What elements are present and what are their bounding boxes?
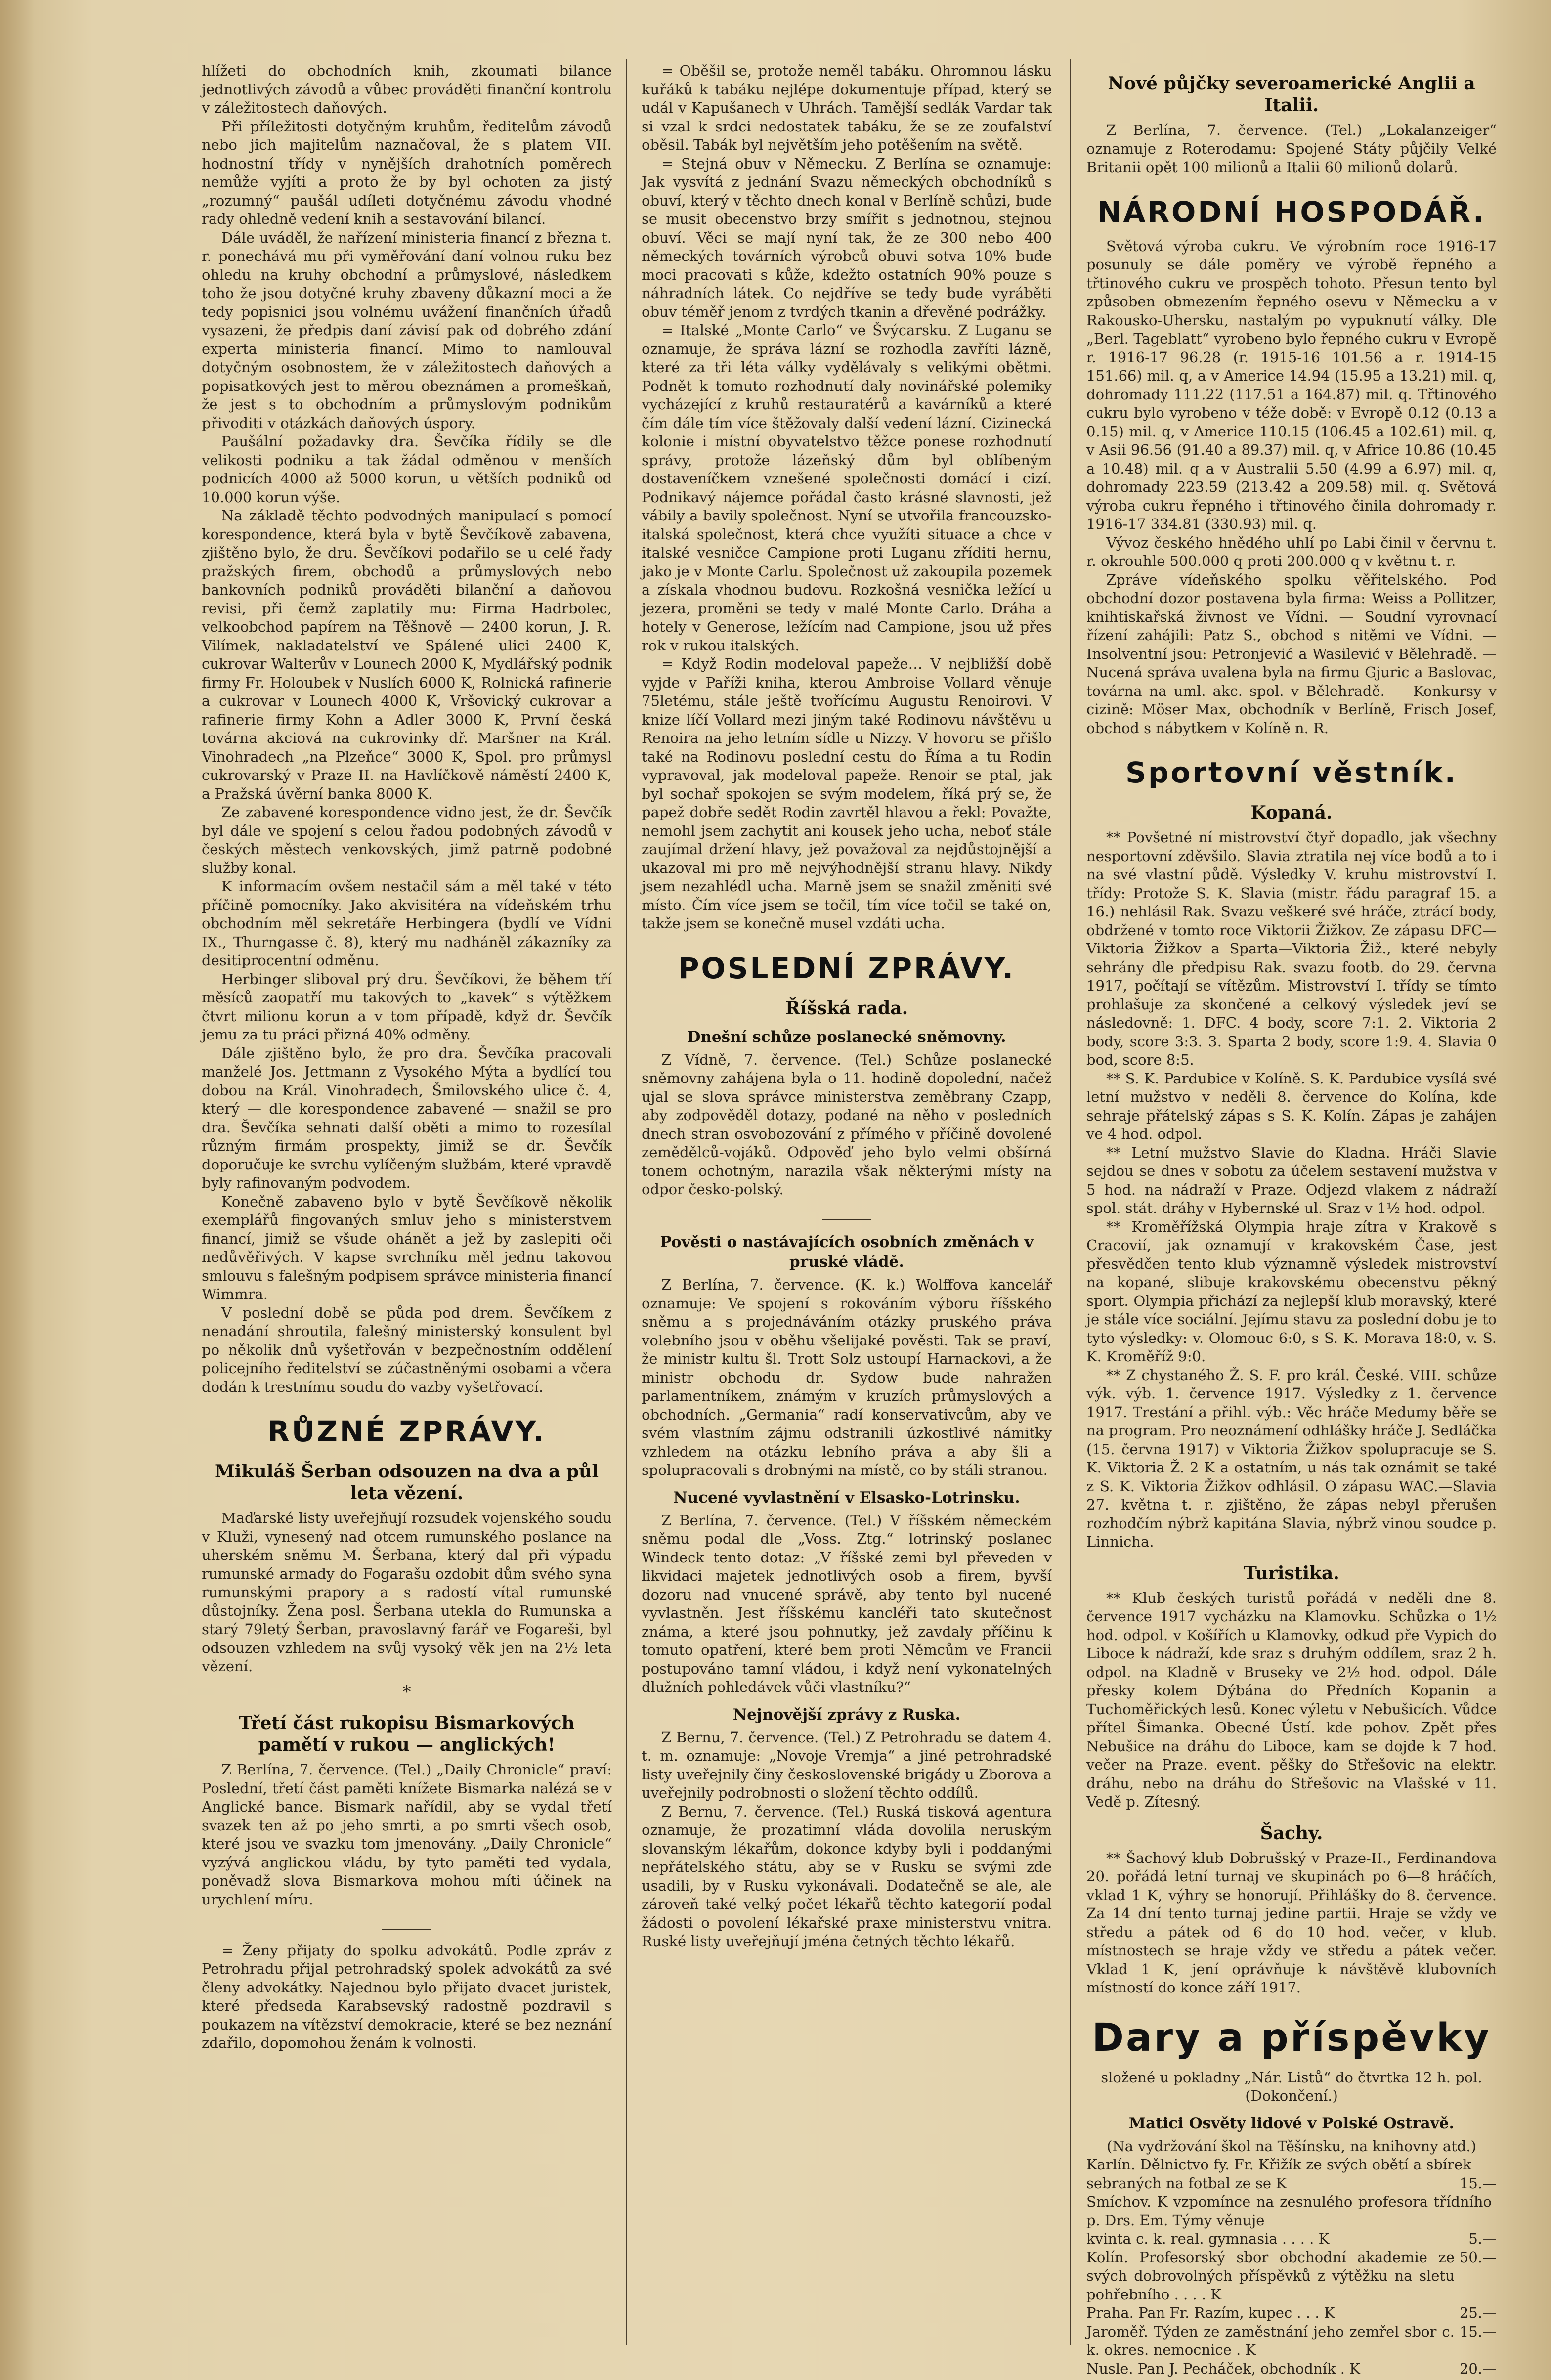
article-paragraph: ** S. K. Pardubice v Kolíně. S. K. Pardubice vysílá své letní mužstvo v neděli 8. července do Kolína, kde sehraje přátelský zápas s S. K. Kolín. Zápas je zahájen ve 4 hod. odpol. xyxy=(1086,1070,1497,1142)
donor-amount: 15.— xyxy=(1459,2174,1497,2192)
donor-row xyxy=(1086,2323,1497,2360)
headline-bismarck: Třetí část rukopisu Bismarkových pamětí v rukou — anglických! xyxy=(239,1713,575,1755)
article-paragraph: Vývoz českého hnědého uhlí po Labi činil v červnu t. r. okrouhle 500.000 q proti 200.000 q v květnu t. r. xyxy=(1086,534,1497,569)
article-paragraph: Při příležitosti dotyčným kruhům, ředitelům závodů nebo jich majitelům naznačoval, že s platem VII. hodnostní třídy v nynějších drahotních poměrech nemůže vyjíti a proto že by byl ochoten za jistý „rozumný“ paušál udíleti dotyčnému závodu vhodné rady ohledně vedení knih a sestavování bilancí. xyxy=(202,118,612,227)
donor-amount: 50.— xyxy=(1459,2249,1497,2266)
article-paragraph: Z Bernu, 7. července. (Tel.) Z Petrohradu se datem 4. t. m. oznamuje: „Novoje Vremja“ a jiné petrohradské listy uveřejnily činy československé brigády u Zborova a uveřejnily podrobnosti o složení těchto oddílů. xyxy=(642,1729,1052,1801)
donor-row xyxy=(1086,2156,1497,2174)
donor-text: sebraných na fotbal ze se K xyxy=(1086,2174,1287,2192)
donor-text: kvinta c. k. real. gymnasia . . . . K xyxy=(1086,2230,1330,2247)
dary-intro: složené u pokladny „Nár. Listů“ do čtvrtka 12 h. pol. (Dokončení.) xyxy=(1101,2069,1482,2104)
donor-amount xyxy=(1492,2193,1497,2230)
headline-matice: Matici Osvěty lidové v Polské Ostravě. xyxy=(1128,2114,1455,2132)
article-paragraph: ** Povšetné ní mistrovství čtyř dopadlo, jak všechny nesportovní zděvšilo. Slavia ztratila nej více bodů a to i na své vlastní půdě. Výsledky V. kruhu mistrovství I. třídy: Protože S. K. Slavia (mistr. řádu paragraf 15. a 16.) nehlásil Rak. Svazu veškeré své hráče, ztrácí body, obdržené v tomto roce Viktorii Žižkov. Ze zápasu DFC—Viktoria Žižkov a Sparta—Viktoria Žiž., které nebyly sehrány dle předpisu Rak. svazu footb. do 29. června 1917, počítají se vítězům. Mistrovství I. třídy se tímto prohlašuje za skončené a celkový výsledek jeví se následovně: 1. DFC. 4 body, score 7:1. 2. Viktoria 2 body, score 3:3. 3. Sparta 2 body, score 1:9. 4. Slavia 0 bod, score 8:5. xyxy=(1086,829,1497,1068)
article-paragraph: ** Letní mužstvo Slavie do Kladna. Hráči Slavie sejdou se dnes v sobotu za účelem sestavení mužstva v 5 hod. na nádraží v Praze. Odjezd vlakem z nádraží spol. stát. dráhy v Hybernské ul. Sraz v 1½ hod. odpol. xyxy=(1086,1144,1497,1216)
page-fold-shadow xyxy=(0,0,35,2380)
article-paragraph: Z Vídně, 7. července. (Tel.) Schůze poslanecké sněmovny zahájena byla o 11. hodině dopolední, načež ujal se slova správce ministerstva zeměbrany Czapp, aby zodpověděl dotazy, podané na něho v posledních dnech stran osvobozování z přímého v příčině dovolené zemědělců-vojáků. Odpověď jeho bylo velmi obšírná tonem ochotným, narazila však některými místy na odpor česko-polský. xyxy=(642,1051,1052,1198)
article-paragraph: = Když Rodin modeloval papeže… V nejbližší době vyjde v Paříži kniha, kterou Ambroise Vollard věnuje 75letému, stále ještě tvořícímu Augustu Renoirovi. V knize líčí Vollard mezi jiným také Rodinovu návštěvu u Renoira na jeho letním sídle u Nizzy. V hovoru se přišlo také na Rodinovu poslední cestu do Říma a tu Rodin vypravoval, jak modeloval papeže. Renoir se ptal, jak byl sochař spokojen se svým modelem, říká prý se, že papež dobře sedět Rodin zavrtěl hlavou a řekl: Považte, nemohl jsem zachytit ani kousek jeho ucha, neboť stále zaujímal držení hlavy, jež považoval za nejdůstojnější a ukazoval mi pro mě nejvýhodnější stranu hlavy. Nikdy jsem nezahlédl ucha. Marně jsem se snažil změniti své místo. Čím více jsem se točil, tím více točil se také on, takže jsem se konečně musel vzdáti ucha. xyxy=(642,655,1052,932)
donor-row xyxy=(1086,2174,1497,2193)
article-paragraph: Z Berlína, 7. července. (Tel.) „Lokalanzeiger“ oznamuje z Roterodamu: Spojené Státy půjčily Velké Britanii opět 100 milionů a Italii 60 milionů dolarů. xyxy=(1086,122,1497,175)
donor-text: Karlín. Dělnictvo fy. Fr. Křižík ze svých obětí a sbírek xyxy=(1086,2156,1471,2173)
separator-rule xyxy=(202,1916,612,1935)
donor-amount: 20.— xyxy=(1459,2360,1497,2377)
article-paragraph: K informacím ovšem nestačil sám a měl také v této příčině pomocníky. Jako akvisitéra na vídeňském trhu obchodním měl sekretáře Herbingera (bydlí ve Vídni IX., Thurngasse č. 8), který mu nadháněl zákazníky za desitiprocentní odměnu. xyxy=(202,878,612,969)
article-paragraph: hlížeti do obchodních knih, zkoumati bilance jednotlivých závodů a vůbec prováděti finanční kontrolu v záležitostech daňových. xyxy=(202,62,612,116)
subsection-turistika: Turistika. xyxy=(1244,1562,1339,1584)
article-paragraph: Ze zabavené korespondence vidno jest, že dr. Ševčík byl dále ve spojení s celou řadou podobných závodů v českých městech venkovských, jimž patrně podobné služby konal. xyxy=(202,804,612,876)
donor-row xyxy=(1086,2360,1497,2379)
headline-snemovna: Dnešní schůze poslanecké sněmovny. xyxy=(687,1028,1006,1046)
headline-pujcky: Nové půjčky severoamerické Anglii a Italii. xyxy=(1108,73,1475,116)
donor-text: Kolín. Profesorský sbor obchodní akademie ze svých dobrovolných příspěvků z výtěžku na sletu pohřebního . . . . K xyxy=(1086,2249,1455,2303)
donor-amount: 15.— xyxy=(1459,2323,1497,2340)
donor-text: Smíchov. K vzpomínce na zesnulého profesora třídního p. Drs. Em. Týmy věnuje xyxy=(1086,2193,1492,2229)
donor-text: Nusle. Pan J. Pecháček, obchodník . K xyxy=(1086,2360,1360,2377)
subsection-riska-rada: Říšská rada. xyxy=(785,997,908,1019)
headline-serban: Mikuláš Šerban odsouzen na dva a půl leta vězení. xyxy=(215,1461,599,1504)
donor-row xyxy=(1086,2193,1497,2230)
article-paragraph: = Italské „Monte Carlo“ ve Švýcarsku. Z Luganu se oznamuje, že správa lázní se rozhodla zavříti lázně, které za tři léta války vydělávaly s velikými obětmi. Podnět k tomuto rozhodnutí daly novinářské polemiky vycházející z kruhů restauratérů a kavárníků a které čím dále tím více štěžovaly další vedení lázní. Cizinecká kolonie i místní obyvatelstvo těžce ponese rozhodnutí správy, protože lázeňský dům byl oblíbeným dostaveníčkem vznešené společnosti domácí i cizí. Podnikavý nájemce pořádal často krásné slavnosti, jež vábily a bavily společnost. Nyní se utvořila francouzsko-italská společnost, která chce využíti situace a chce v italské vesničce Campione proti Luganu zříditi hernu, jako je v Monte Carlu. Společnost už zakoupila pozemek a získala vhodnou budovu. Rozkošná vesnička ležící u jezera, proměni se tedy v malé Monte Carlo. Dráha a hotely v Generose, ležícím nad Campione, jsou už přes rok v rukou italských. xyxy=(642,322,1052,654)
article-paragraph: Herbinger sliboval prý dru. Ševčíkovi, že během tří měsíců zaopatří mu takových to „kavek“ s výtěžkem čtvrt milionu korun a v tom případě, když dr. Ševčík jemu za tu práci přizná 40% odměny. xyxy=(202,970,612,1043)
article-paragraph: = Ženy přijaty do spolku advokátů. Podle zpráv z Petrohradu přijal petrohradský spolek advokátů za své členy advokátky. Najednou bylo přijato dvacet juristek, které předseda Karabsevský radostně pozdravil s poukazem na vítězství demokracie, které se bez neznání zdařilo, dopomohou ženám k volnosti. xyxy=(202,1942,612,2051)
article-paragraph: ** Klub českých turistů pořádá v neděli dne 8. července 1917 vycházku na Klamovku. Schůzka o 1½ hod. odpol. v Košířích u Klamovky, odkud pře Vypich do Liboce k nádraží, kde sraz s druhým oddílem, sraz 2 h. odpol. na Kladně v Bruseky ve 2½ hod. odpol. Dále přesky kolem Dýbána do Předních Kopanin a Tuchoměřických lesů. Konec výletu v Nebušicích. Vůdce přítel Šimanka. Obecné Ústí. kde pohov. Zpět přes Nebušice na dráhu do Liboce, kam se dojde k 7 hod. večer na Praze. event. pěšky do Střešovic na elektr. dráhu, nebo na dráhu do Střešovic na Vlašské v 11. Vedě p. Zítesný. xyxy=(1086,1589,1497,1810)
headline-rusko: Nejnovější zprávy z Ruska. xyxy=(732,1705,961,1724)
article-paragraph: Z Berlína, 7. července. (Tel.) „Daily Chronicle“ praví: Poslední, třetí část paměti knížete Bismarka nalézá se v Anglické bance. Bismark nařídil, aby se vydal třetí svazek ten až po jeho smrti, a po smrti všech osob, které jsou ve svazku tom jmenovány. „Daily Chronicle“ vyzývá anglickou vládu, by tyto paměti ted vydala, poněvadž slova Bismarkova mohou míti účinek na urychlení míru. xyxy=(202,1761,612,1908)
column-rule-left xyxy=(626,59,627,2345)
donor-row xyxy=(1086,2304,1497,2323)
article-paragraph: ** Z chystaného Ž. S. F. pro král. České. VIII. schůze výk. výb. 1. července 1917. Výsledky z 1. července 1917. Trestání a přihl. výb.: Věc hráče Medumy běře se na program. Pro neoznámení odhlášky hráče J. Sedláčka (15. června 1917) v Viktoria Žižkov spolupracuje se S. K. Viktoria Ž. 2 K a ostatním, u nás tak oznámit se také z S. K. Viktoria Žižkov odhlásil. O zápasu WAC.—Slavia 27. května t. r. zjištěno, že zápas nebyl přerušen rozhodčím nýbrž kapitána Slavia, nýbrž vinou soudce p. Linnicha. xyxy=(1086,1366,1497,1550)
article-paragraph: Na základě těchto podvodných manipulací s pomocí korespondence, která byla v bytě Ševčíkově zabavena, zjištěno bylo, že dru. Ševčíkovi podařilo se u celé řady pražských firem, obchodů a průmyslových nebo bankovních podniků prováděti bilanční a daňovou revisi, při čemž zaplatily mu: Firma Hadrbolec, velkoobchod papírem na Těšnově — 2400 korun, J. R. Vilímek, nakladatelství ve Spálené ulici 2400 K, cukrovar Walterův v Lounech 2000 K, Mydlářský podnik firmy Fr. Holoubek v Nuslích 6000 K, Rolnická rafinerie a cukrovar v Lounech 4000 K, Vršovický cukrovar a rafinerie firmy Kohn a Adler 3000 K, První česká továrna akciová na cukrovinky dř. Maršner na Král. Vinohradech „na Plzeňce“ 3000 K, Spol. pro průmysl cukrovarský v Praze II. na Havlíčkově náměstí 2400 K, a Pražská úvěrní banka 8000 K. xyxy=(202,507,612,802)
matice-note: (Na vydržování škol na Těšínsku, na knihovny atd.) xyxy=(1107,2137,1476,2155)
donor-row xyxy=(1086,2249,1497,2304)
article-paragraph: Dále uváděl, že nařízení ministeria financí z března t. r. ponechává mu při vyměřování daní volnou ruku bez ohledu na kruhy obchodní a průmyslové, následkem toho že jsou dotyčné kruhy zbaveny důkazní moci a že tedy popisnici jsou volnému uvážení finančních úřadů vysazeni, že předpis daní závisí pak od dobrého zdání experta ministeria financí. Mimo to namlouval dotyčným osobnostem, že v záležitostech daňových a popisatkových jest to měrou obeznámen a promeškaň, že jest s to obchodním a průmyslovým podnikům přivoditi v otázkách daňových úspory. xyxy=(202,229,612,432)
headline-elsasko: Nucené vyvlastnění v Elsasko-Lotrinsku. xyxy=(673,1488,1020,1507)
column-right xyxy=(1086,62,1497,2377)
article-paragraph: Z Bernu, 7. července. (Tel.) Ruská tisková agentura oznamuje, že prozatimní vláda dovolila neruským slovanským lékařům, dokonce kdyby byli i poddanými nepřátelského státu, aby se v Rusku se svými zde usadili, by v Rusku vykonávali. Dodatečně se ale, ale zároveň také velký počet lékařů těchto kategorií podal žádosti o povolení lékařské praxe ministerstvu vnitra. Ruské listy uveřejňují jména četných těchto lékařů. xyxy=(642,1803,1052,1949)
article-paragraph: = Oběšil se, protože neměl tabáku. Ohromnou lásku kuřáků k tabáku nejlépe dokumentuje případ, který se udál v Kapušanech v Uhrách. Tamější sedlák Vardar tak si vzal k srdci nedostatek tabáku, že se ze zoufalství oběsil. Tabák byl největším jeho potěšením na světě. xyxy=(642,62,1052,153)
headline-povesti: Pověsti o nastávajících osobních změnách v pruské vládě. xyxy=(660,1233,1034,1271)
column-middle xyxy=(642,62,1052,2350)
article-paragraph: Z Berlína, 7. července. (Tel.) V říšském německém sněmu podal dle „Voss. Ztg.“ lotrinský poslanec Windeck tento dotaz: „V říšské zemi byl převeden v likvidaci majetek jednotlivých osob a firem, byvší dozoru nad vnucené správě, aby tento byl nucené vyvlastněn. Jest říšskému kancléři tato skutečnost známa, a které jsou pohnutky, jež zavdaly příčinu k tomuto opatření, které bem proti Němcům ve Francii postupováno tamní vládou, i když není vykonatelných dlužních pohledávek vůči vlastníku?“ xyxy=(642,1512,1052,1695)
section-banner-dary: Dary a příspěvky xyxy=(1092,2015,1491,2060)
donor-row xyxy=(1086,2230,1497,2249)
section-banner-ruzne-zpravy: RŮZNÉ ZPRÁVY. xyxy=(267,1415,546,1448)
article-paragraph: ** Kroměřížská Olympia hraje zítra v Krakově s Cracovií, jak oznamují v krakovském Čase, jest přesvědčen tento klub významně výsledek mistrovství na kopané, slibuje krakovskému obecenstvu pěkný sport. Olympia přichází za nejlepší klub moravský, které je stále více sociální. Jejímu stavu za poslední dobu je to tyto výsledky: v. Olomouc 6:0, s S. K. Morava 18:0, v. S. K. Kroměříž 9:0. xyxy=(1086,1218,1497,1365)
article-paragraph: ** Šachový klub Dobrušský v Praze-II., Ferdinandova 20. pořádá letní turnaj ve skupinách po 6—8 hráčích, vklad 1 K, výhry se honorují. Přihlášky do 8. července. Za 14 dní tento turnaj jedine partii. Hraje se vždy ve středu a pátek od 6 do 10 hod. večer, v klub. místnostech se hraje vždy ve středu a pátek večer. Vklad 1 K, jení oprávňuje k návštěvě klubovních místností do konce září 1917. xyxy=(1086,1849,1497,1996)
column-left xyxy=(202,62,612,2350)
separator-rule xyxy=(642,1206,1052,1225)
donor-text: Praha. Pan Fr. Razím, kupec . . . K xyxy=(1086,2304,1335,2321)
subsection-kopana: Kopaná. xyxy=(1250,802,1333,823)
article-paragraph: Zpráve vídeňského spolku věřitelského. Pod obchodní dozor postavena byla firma: Weiss a Pollitzer, knihtiskařská živnost ve Vídni. — Soudní vyrovnací řízení zahájili: Patz S., obchod s nitěmi ve Vídni. — Insolventní jsou: Petronjević a Wasilević v Bělehradě. — Nucená správa uvalena byla na firmu Gjuric a Baslovac, továrna na uml. akc. spol. v Bělehradě. — Konkursy v cizině: Möser Max, obchodník v Berlíně, Frisch Josef, obchod s nábytkem v Kolíně n. R. xyxy=(1086,571,1497,736)
donor-amount: 5.— xyxy=(1468,2230,1497,2247)
article-paragraph: Světová výroba cukru. Ve výrobním roce 1916-17 posunuly se dále poměry ve výrobě řepného a třtinového cukru ve prospěch tohoto. Přesun tento byl způsoben obmezením řepného osevu v Německu a v Rakousko-Uhersku, nastalým po vypuknutí války. Dle „Berl. Tageblatt“ vyrobeno bylo řepného cukru v Evropě r. 1916-17 96.28 (r. 1915-16 101.56 a r. 1914-15 151.66) mil. q, a v Americe 14.94 (15.95 a 13.21) mil. q, dohromady 111.22 (117.51 a 164.87) mil. q. Třtinového cukru bylo vyrobeno v téže době: v Evropě 0.12 (0.13 a 0.15) mil. q, v Americe 110.15 (106.45 a 102.61) mil. q, v Asii 96.56 (91.40 a 89.37) mil. q, v Africe 10.86 (10.45 a 10.48) mil. q a v Australii 5.50 (4.99 a 6.97) mil. q, dohromady 223.59 (213.42 a 209.58) mil. q. Světová výroba cukru řepného i třtinového činila dohromady r. 1916-17 334.81 (330.93) mil. q. xyxy=(1086,237,1497,532)
donor-amount: 25.— xyxy=(1459,2304,1497,2321)
section-banner-narodni-hospodar: NÁRODNÍ HOSPODÁŘ. xyxy=(1097,195,1486,229)
donor-text: Jaroměř. Týden ze zaměstnání jeho zemřel sbor c. k. okres. nemocnice . K xyxy=(1086,2323,1455,2358)
article-paragraph: Maďarské listy uveřejňují rozsudek vojenského soudu v Kluži, vynesený nad otcem rumunského poslance na uherském sněmu M. Šerbana, který dal při výpadu rumunské armady do Fogarašu ozdobit dům svého syna rumunskými prapory a s radostí vítal rumunské důstojníky. Žena posl. Šerbana utekla do Rumunska a starý 79letý Šerban, pravoslavný farář ve Fogareši, byl odsouzen vzhledem na svůj vysoký věk jen na 2½ leta vězení. xyxy=(202,1510,612,1675)
donor-amount xyxy=(1492,2156,1497,2174)
article-paragraph: Dále zjištěno bylo, že pro dra. Ševčíka pracovali manželé Jos. Jettmann z Vysokého Mýta a bydlící tou dobou na Král. Vinohradech, Šmilovského ulice č. 4, který — dle korespondence zabavené — snažil se pro dra. Ševčíka sehnati další oběti a mimo to rozesílal různým firmám prospekty, jimiž se dr. Ševčík doporučuje ke svrchu vylíčeným službám, které vpravdě byly rafinovaným podvodem. xyxy=(202,1044,612,1191)
separator-star: * xyxy=(402,1682,411,1702)
article-paragraph: V poslední době se půda pod drem. Ševčíkem z nenadání shroutila, falešný ministerský konsulent byl po několik dnů vyšetřován v bezpečnostním oddělení policejního ředitelství se zúčastněnými osobami a včera dodán k trestnímu soudu do vazby vyšetřovací. xyxy=(202,1304,612,1395)
subsection-sachy: Šachy. xyxy=(1260,1822,1323,1844)
section-banner-posledni-zpravy: POSLEDNÍ ZPRÁVY. xyxy=(678,951,1016,985)
section-banner-sportovni-vestnik: Sportovní věstník. xyxy=(1125,756,1458,789)
article-paragraph: Z Berlína, 7. července. (K. k.) Wolffova kancelář oznamuje: Ve spojení s rokováním výboru říšského sněmu a s projednáváním otázky pruského práva volebního jsou v oběhu všeliјaké pověsti. Tak se praví, že ministr kultu šl. Trott Solz ustoupí Harnackovi, a že ministr obchodu dr. Sydow bude nahražen parlamentníkem, známým v kruzích průmyslových a obchodních. „Germania“ radí konservativcům, aby ve svém vlastním zájmu odstranili úzkostlivé námitky vzhledem na otázku lebního práva a aby šli a spolupracovali s drobnými na místě, co by stáli stranou. xyxy=(642,1276,1052,1478)
article-paragraph: Konečně zabaveno bylo v bytě Ševčíkově několik exemplářů fingovaných smluv jeho s ministerstvem financí, jimiž se všude ohánět a jež by zaslepiti oči nedůvěřivých. V kapse svrchníku měl jednu takovou smlouvu s falešným podpisem správce ministeria financí Wimmra. xyxy=(202,1193,612,1302)
column-rule-right xyxy=(1070,59,1071,2345)
article-paragraph: = Stejná obuv v Německu. Z Berlína se oznamuje: Jak vysvítá z jednání Svazu německých obchodníků s obuví, který v těchto dnech konal v Berlíně schůzi, bude se musit obecenstvo brzy smířit s jednotnou, stejnou obuví. Věci se mají nyní tak, že ze 300 nebo 400 německých továrních výrobců obuvi sotva 10% bude moci pracovati s kůže, kdežto ostatních 90% pouze s náhradních látek. Co nejdříve se tedy bude vyráběti obuv téměř jenom z tvrdých tkanin a dřevěné podrážky. xyxy=(642,155,1052,320)
article-paragraph: Paušální požadavky dra. Ševčíka řídily se dle velikosti podniku a tak žádal odměnou v menších podnicích 4000 až 5000 korun, u větších podniků od 10.000 korun výše. xyxy=(202,433,612,506)
